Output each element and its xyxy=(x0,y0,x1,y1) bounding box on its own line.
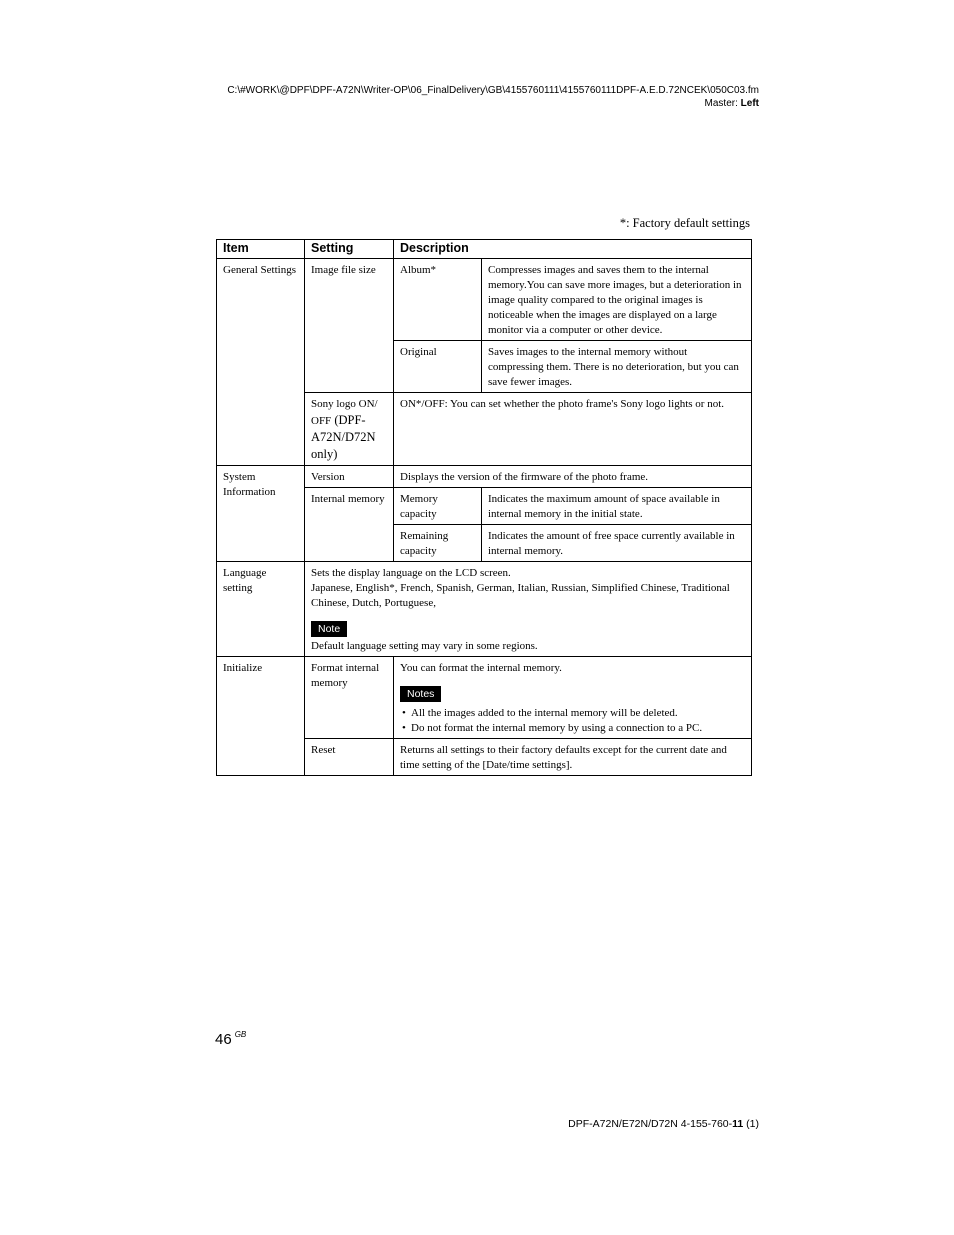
list-item: • Do not format the internal memory by using a connection to a PC. xyxy=(400,721,745,736)
footer-model: DPF-A72N/E72N/D72N 4-155-760-11 (1) xyxy=(568,1118,759,1130)
master-page-label: Master: Left xyxy=(704,98,759,109)
desc-original: Saves images to the internal memory without compressing them. There is no deterioration, but you can save fewer images. xyxy=(482,341,752,393)
language-note-text: Default language setting may vary in some regions. xyxy=(311,640,538,652)
setting-sony-logo: Sony logo ON/ OFF (DPF-A72N/D72N only) xyxy=(305,393,394,466)
table-row xyxy=(217,657,752,739)
header-item: Item xyxy=(217,240,305,259)
desc-language-setting: Sets the display language on the LCD screen. Japanese, English*, French, Spanish, German, Italian, Russian, Simplified Chinese, Traditional Chinese, Dutch, Portuguese, Note Default language setting may vary in some regions. xyxy=(305,562,752,657)
desc-memory-capacity: Indicates the maximum amount of space available in internal memory in the initial state. xyxy=(482,488,752,525)
option-remaining-capacity: Remaining capacity xyxy=(394,525,482,562)
option-memory-capacity: Memory capacity xyxy=(394,488,482,525)
table-row xyxy=(217,259,752,341)
option-original: Original xyxy=(394,341,482,393)
option-album: Album* xyxy=(394,259,482,341)
header-setting: Setting xyxy=(305,240,394,259)
setting-image-file-size: Image file size xyxy=(305,259,394,393)
desc-sony-logo: ON*/OFF: You can set whether the photo frame's Sony logo lights or not. xyxy=(394,393,752,466)
list-item: • All the images added to the internal memory will be deleted. xyxy=(400,706,745,721)
desc-reset: Returns all settings to their factory defaults except for the current date and time setting of the [Date/time settings]. xyxy=(394,739,752,776)
page-number: 46 $^{GB}$ xyxy=(215,1030,247,1048)
settings-table xyxy=(216,239,752,776)
desc-remaining-capacity: Indicates the amount of free space currently available in internal memory. xyxy=(482,525,752,562)
note-badge: Note xyxy=(311,621,347,637)
page-suffix: GB xyxy=(234,1030,247,1039)
header-description: Description xyxy=(394,240,752,259)
item-system-information: System Information xyxy=(217,466,305,562)
notes-badge: Notes xyxy=(400,686,441,702)
item-language-setting: Language setting xyxy=(217,562,305,657)
document-path xyxy=(227,84,759,97)
notes-list xyxy=(400,706,745,736)
setting-version: Version xyxy=(305,466,394,488)
master-value: Left xyxy=(740,98,759,109)
item-initialize: Initialize xyxy=(217,657,305,776)
setting-format-internal-memory: Format internal memory xyxy=(305,657,394,739)
desc-version: Displays the version of the firmware of the photo frame. xyxy=(394,466,752,488)
language-list: Japanese, English*, French, Spanish, German, Italian, Russian, Simplified Chinese, Traditional Chinese, Dutch, Portuguese, xyxy=(311,582,730,609)
desc-album: Compresses images and saves them to the internal memory.You can save more images, but a deterioration in image quality compared to the original images is noticeable when the images are displayed on a large monitor via a computer or other device. xyxy=(482,259,752,341)
setting-internal-memory: Internal memory xyxy=(305,488,394,562)
desc-format-internal-memory: You can format the internal memory. Notes • All the images added to the internal memory will be deleted. • Do not format the internal memory by using a connection to a PC. xyxy=(394,657,752,739)
table-row xyxy=(217,562,752,657)
item-general-settings: General Settings xyxy=(217,259,305,466)
setting-reset: Reset xyxy=(305,739,394,776)
file-path: C:\#WORK\@DPF\DPF-A72N\Writer-OP\06_FinalDelivery\GB\4155760111\4155760111DPF-A.E.D.72NCEK\050C03.fm xyxy=(227,85,759,96)
factory-default-note: *: Factory default settings xyxy=(619,216,750,230)
table-row xyxy=(217,466,752,488)
table-header-row xyxy=(217,240,752,259)
